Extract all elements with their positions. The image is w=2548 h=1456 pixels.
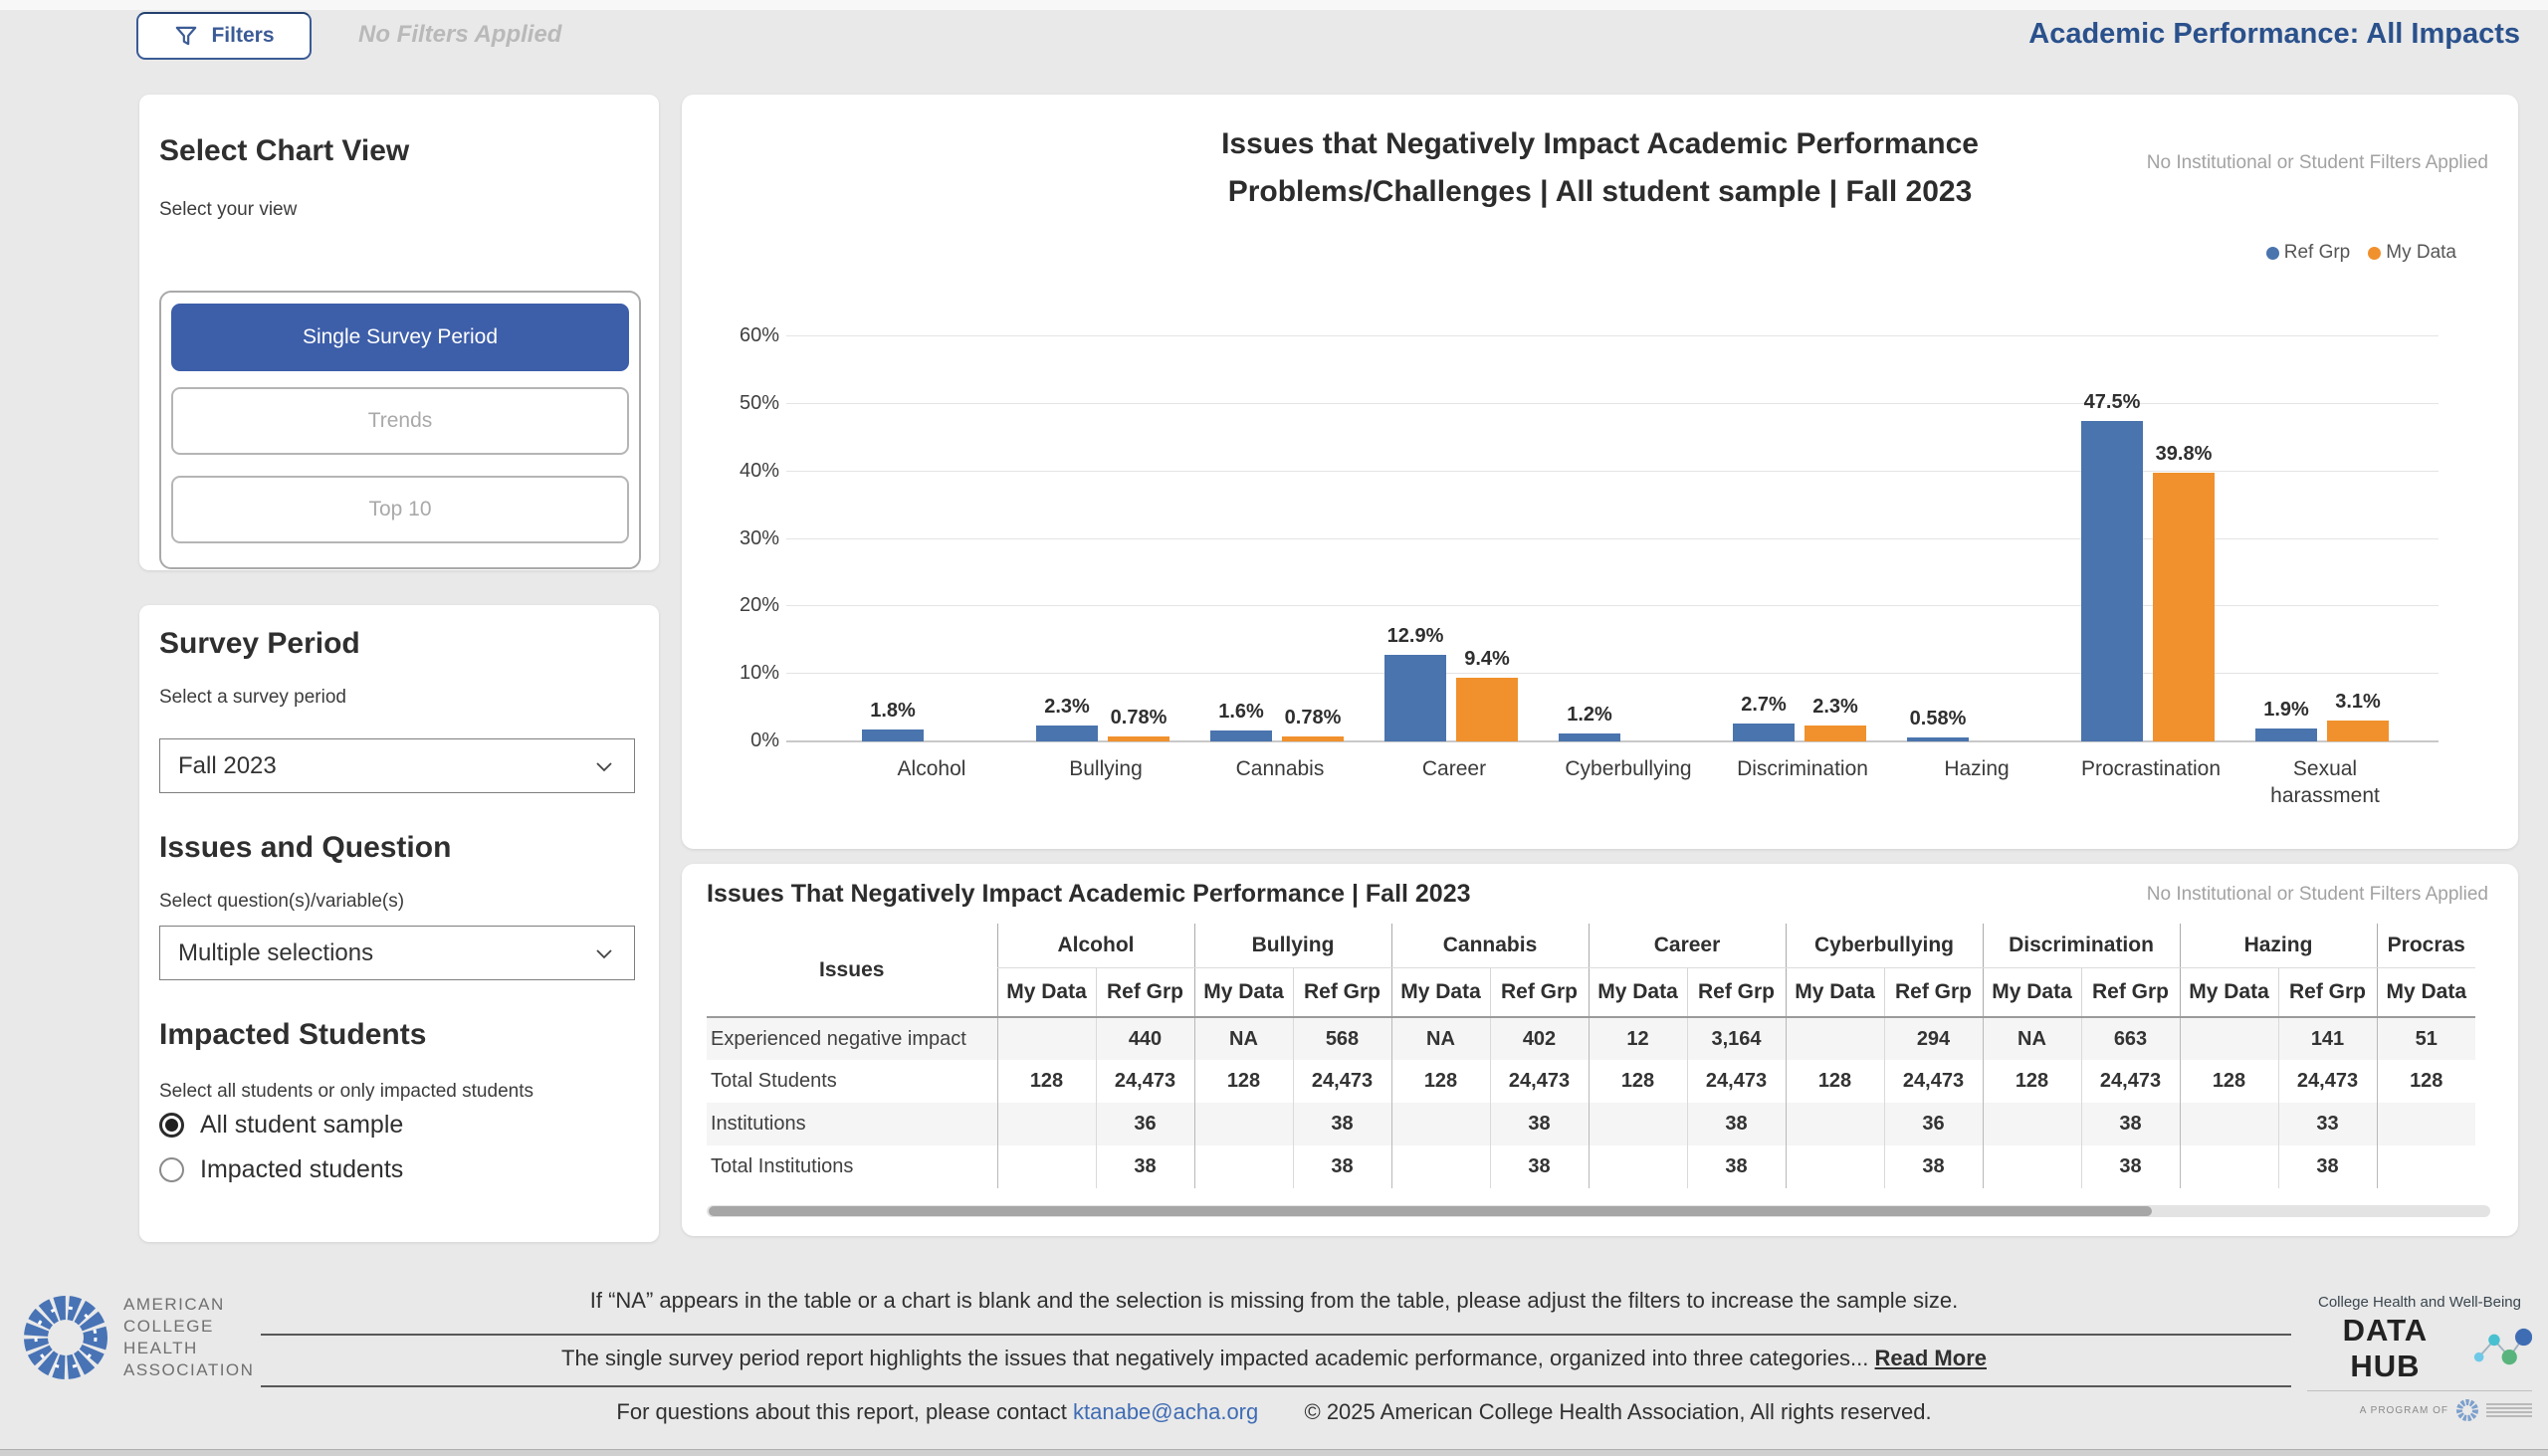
row-label: Experienced negative impact	[711, 1027, 966, 1050]
table-cell: 38	[1687, 1103, 1786, 1145]
table-cell	[1983, 1145, 2081, 1188]
datahub-program	[2307, 1397, 2532, 1423]
table-cell	[1391, 1145, 1490, 1188]
table-filters-note: No Institutional or Student Filters Applied	[2146, 884, 2488, 905]
table-cell	[1786, 1103, 1884, 1145]
table-group-header-bullying: Bullying	[1194, 924, 1391, 967]
bar-refgrp-cyberbullying[interactable]	[1559, 733, 1620, 741]
acha-logo-text-line: ASSOCIATION	[123, 1360, 255, 1380]
survey-period-title: Survey Period	[159, 627, 360, 660]
contact-prefix: For questions about this report, please contact	[616, 1399, 1067, 1424]
chart-view-title: Select Chart View	[159, 134, 410, 167]
table-subheader: Ref Grp	[1293, 967, 1391, 1017]
table-subheader: My Data	[1983, 967, 2081, 1017]
table-group-header-alcohol: Alcohol	[997, 924, 1194, 967]
table-cell: 36	[1096, 1103, 1194, 1145]
acha-mini-icon	[2454, 1397, 2480, 1423]
bar-value-label: 39.8%	[2155, 443, 2213, 466]
datahub-rule	[2307, 1390, 2532, 1391]
legend-label: My Data	[2386, 242, 2456, 263]
footer-contact-line	[0, 1399, 2548, 1425]
table-subheader: My Data	[2180, 967, 2278, 1017]
row-label: Total Students	[711, 1070, 837, 1092]
bar-value-label: 1.8%	[870, 699, 916, 722]
table-row	[707, 1060, 2475, 1103]
table-header-issues: Issues	[707, 924, 997, 1017]
legend-ref-grp[interactable]	[2266, 242, 2351, 264]
table-cell: 38	[2081, 1103, 2180, 1145]
table-subheader: My Data	[997, 967, 1096, 1017]
datahub-tagline: College Health and Well-Being	[2317, 1294, 2521, 1311]
table-cell: 38	[1687, 1145, 1786, 1188]
bar-value-label: 12.9%	[1386, 624, 1444, 647]
table-row	[707, 1145, 2475, 1188]
scrollbar-thumb[interactable]	[709, 1206, 2152, 1216]
x-axis-category-label: Hazing	[1944, 757, 2010, 780]
footer-divider	[261, 1334, 2291, 1336]
chart-view-subtitle: Select your view	[159, 199, 298, 220]
view-button-single-survey-period[interactable]: Single Survey Period	[171, 304, 629, 371]
table-cell: 128	[1983, 1060, 2081, 1103]
table-subheader: Ref Grp	[2278, 967, 2377, 1017]
bar-value-label: 2.3%	[1044, 696, 1090, 719]
table-cell: 24,473	[1490, 1060, 1589, 1103]
ref-grp-dot-icon	[2266, 247, 2279, 260]
y-axis-tick-label: 30%	[739, 526, 779, 549]
table-row	[707, 1017, 2475, 1060]
bar-mydata-bullying[interactable]	[1108, 736, 1169, 741]
table-cell: 38	[1490, 1145, 1589, 1188]
table-subheader: Ref Grp	[1490, 967, 1589, 1017]
issues-question-dropdown[interactable]	[159, 926, 635, 980]
table-cell	[1786, 1017, 1884, 1060]
x-axis-category-label: Cannabis	[1235, 757, 1325, 780]
x-axis-category-label: Procrastination	[2080, 757, 2222, 780]
chevron-down-icon	[592, 941, 616, 965]
acha-logo-text-line: AMERICAN	[123, 1295, 225, 1314]
bottom-strip	[0, 1449, 2548, 1456]
report-summary-text: The single survey period report highlights the issues that negatively impacted academic performance, organized into three categories...	[561, 1346, 1869, 1370]
table-wrap	[707, 924, 2490, 1188]
chevron-down-icon	[592, 754, 616, 778]
table-cell: 38	[1490, 1103, 1589, 1145]
table-cell: 38	[1884, 1145, 1983, 1188]
chart-filters-note: No Institutional or Student Filters Applied	[2146, 152, 2488, 173]
table-cell	[1391, 1103, 1490, 1145]
table-cell: 128	[997, 1060, 1096, 1103]
footer-note-report	[0, 1346, 2548, 1371]
gridline	[786, 335, 2439, 336]
table-title: Issues That Negatively Impact Academic Performance | Fall 2023	[707, 880, 1471, 908]
table-subheader: My Data	[1786, 967, 1884, 1017]
chart-legend	[2266, 242, 2456, 264]
chart-card	[682, 95, 2518, 849]
bar-value-label: 2.7%	[1741, 693, 1787, 716]
table-cell: 128	[2377, 1060, 2475, 1103]
table-cell	[1589, 1103, 1687, 1145]
gridline	[786, 471, 2439, 472]
table-group-header-career: Career	[1589, 924, 1786, 967]
bar-value-label: 2.3%	[1812, 696, 1858, 719]
issues-question-value: Multiple selections	[178, 938, 374, 966]
table-cell: 128	[1786, 1060, 1884, 1103]
table-subheader: Ref Grp	[1687, 967, 1786, 1017]
bar-value-label: 9.4%	[1464, 648, 1510, 671]
bar-mydata-sexual-harassment[interactable]	[2327, 721, 2389, 741]
x-axis-category-label: Alcohol	[897, 757, 966, 780]
horizontal-scrollbar[interactable]	[707, 1205, 2490, 1217]
table-subheader: Ref Grp	[1096, 967, 1194, 1017]
footer-note-na: If “NA” appears in the table or a chart is blank and the selection is missing from the table, please adjust the filters to increase the sample size.	[589, 1288, 1959, 1313]
bar-refgrp-alcohol[interactable]	[862, 729, 924, 741]
y-axis-tick-label: 10%	[739, 662, 779, 685]
bar-value-label: 3.1%	[2335, 690, 2381, 713]
table-cell: 38	[1096, 1145, 1194, 1188]
issues-question-title: Issues and Question	[159, 831, 452, 864]
table-cell: 128	[1589, 1060, 1687, 1103]
bar-value-label: 1.2%	[1567, 703, 1612, 726]
y-axis-tick-label: 60%	[739, 324, 779, 346]
data-table	[707, 924, 2475, 1188]
table-cell	[997, 1103, 1096, 1145]
table-cell	[1589, 1145, 1687, 1188]
my-data-dot-icon	[2368, 247, 2381, 260]
page-title: Academic Performance: All Impacts	[2028, 18, 2520, 50]
table-cell: 440	[1096, 1017, 1194, 1060]
table-cell: 24,473	[2081, 1060, 2180, 1103]
row-label: Institutions	[711, 1113, 806, 1135]
bar-refgrp-hazing[interactable]	[1907, 737, 1969, 741]
table-subheader: My Data	[1589, 967, 1687, 1017]
table-cell: NA	[1194, 1017, 1293, 1060]
table-cell: 38	[2081, 1145, 2180, 1188]
table-cell: 128	[2180, 1060, 2278, 1103]
radio-impacted-students[interactable]	[159, 1155, 403, 1184]
datahub-name: DATA HUB	[2342, 1313, 2429, 1383]
datahub-dots-icon	[2471, 1328, 2532, 1369]
table-cell	[2180, 1145, 2278, 1188]
table-subheader: Ref Grp	[1884, 967, 1983, 1017]
table-card	[682, 864, 2518, 1236]
copyright-text: © 2025 American College Health Association, All rights reserved.	[1304, 1399, 1932, 1424]
y-axis	[702, 324, 779, 751]
table-group-header-cyberbullying: Cyberbullying	[1786, 924, 1983, 967]
y-axis-tick-label: 40%	[739, 459, 779, 482]
table-cell: 128	[1194, 1060, 1293, 1103]
table-cell: 24,473	[1884, 1060, 1983, 1103]
bar-refgrp-cannabis[interactable]	[1210, 730, 1272, 741]
survey-period-dropdown[interactable]	[159, 738, 635, 793]
table-cell	[1786, 1145, 1884, 1188]
table-cell: NA	[1983, 1017, 2081, 1060]
chart-title-line2: Problems/Challenges | All student sample | Fall 2023	[1227, 175, 1973, 208]
table-cell: 24,473	[1096, 1060, 1194, 1103]
radio-all-student-sample[interactable]	[159, 1111, 403, 1140]
table-group-header-procras: Procras	[2377, 924, 2475, 967]
table-cell: 38	[2278, 1145, 2377, 1188]
table-row	[707, 1103, 2475, 1145]
radio-unselected-icon	[159, 1157, 184, 1182]
filters-card	[139, 605, 659, 1242]
table-cell: 141	[2278, 1017, 2377, 1060]
row-label: Total Institutions	[711, 1155, 854, 1177]
acha-logo-text-line: HEALTH	[123, 1339, 198, 1358]
table-group-header-hazing: Hazing	[2180, 924, 2377, 967]
bar-refgrp-discrimination[interactable]	[1733, 724, 1795, 741]
x-axis-category-label: Cyberbullying	[1565, 757, 1692, 780]
radio-selected-icon	[159, 1113, 184, 1138]
x-axis-category-label: Career	[1421, 757, 1487, 780]
table-cell	[1194, 1103, 1293, 1145]
table-cell: 24,473	[1293, 1060, 1391, 1103]
bar-value-label: 47.5%	[2083, 390, 2141, 413]
table-cell: 568	[1293, 1017, 1391, 1060]
footer-divider	[261, 1385, 2291, 1387]
filters-button-label: Filters	[211, 24, 275, 47]
bar-mydata-procrastination[interactable]	[2153, 473, 2215, 741]
mini-logo-text-lines	[2486, 1401, 2532, 1419]
impacted-students-title: Impacted Students	[159, 1018, 427, 1051]
table-cell	[2180, 1017, 2278, 1060]
radio-label: Impacted students	[200, 1155, 404, 1183]
bar-chart-plot	[786, 336, 2439, 741]
table-group-header-cannabis: Cannabis	[1391, 924, 1589, 967]
table-cell: 51	[2377, 1017, 2475, 1060]
bar-mydata-cannabis[interactable]	[1282, 736, 1344, 741]
bar-refgrp-procrastination[interactable]	[2081, 421, 2143, 741]
bar-mydata-career[interactable]	[1456, 678, 1518, 741]
table-cell	[2377, 1103, 2475, 1145]
issues-question-subtitle: Select question(s)/variable(s)	[159, 891, 405, 912]
chart-view-card	[139, 95, 659, 570]
table-cell: 33	[2278, 1103, 2377, 1145]
x-axis-category-label: Discrimination	[1737, 757, 1868, 780]
table-cell: NA	[1391, 1017, 1490, 1060]
funnel-icon	[173, 23, 199, 49]
survey-period-value: Fall 2023	[178, 751, 277, 779]
table-cell: 402	[1490, 1017, 1589, 1060]
y-axis-tick-label: 0%	[750, 729, 779, 751]
table-cell: 3,164	[1687, 1017, 1786, 1060]
datahub-logo	[2307, 1294, 2532, 1423]
table-cell: 38	[1293, 1103, 1391, 1145]
table-cell: 24,473	[1687, 1060, 1786, 1103]
program-of-text: A PROGRAM OF	[2359, 1404, 2448, 1416]
table-subheader: My Data	[1391, 967, 1490, 1017]
acha-logo-text-line: COLLEGE	[123, 1317, 214, 1337]
table-cell	[997, 1145, 1096, 1188]
view-button-trends[interactable]: Trends	[171, 387, 629, 455]
contact-email-link[interactable]: ktanabe@acha.org	[1073, 1399, 1259, 1424]
table-cell: 38	[1293, 1145, 1391, 1188]
table-cell: 36	[1884, 1103, 1983, 1145]
legend-my-data[interactable]	[2368, 242, 2456, 264]
chart-title-line1: Issues that Negatively Impact Academic Performance	[1221, 127, 1979, 160]
legend-label: Ref Grp	[2283, 242, 2351, 263]
table-cell: 12	[1589, 1017, 1687, 1060]
table-subheader: My Data	[1194, 967, 1293, 1017]
filters-status-text: No Filters Applied	[358, 21, 562, 48]
bar-mydata-discrimination[interactable]	[1805, 726, 1866, 741]
table-cell: 24,473	[2278, 1060, 2377, 1103]
x-axis-category-label: Sexual harassment	[2270, 757, 2380, 808]
y-axis-tick-label: 20%	[739, 594, 779, 617]
table-cell	[1194, 1145, 1293, 1188]
table-subheader: My Data	[2377, 967, 2475, 1017]
bar-value-label: 0.78%	[1284, 706, 1342, 728]
survey-period-subtitle: Select a survey period	[159, 687, 346, 708]
read-more-link[interactable]: Read More	[1874, 1346, 1987, 1370]
bar-value-label: 1.9%	[2263, 699, 2309, 722]
x-axis-category-label: Bullying	[1069, 757, 1143, 780]
table-cell	[997, 1017, 1096, 1060]
table-cell: 294	[1884, 1017, 1983, 1060]
view-button-top-10[interactable]: Top 10	[171, 476, 629, 543]
table-cell	[2377, 1145, 2475, 1188]
table-cell: 663	[2081, 1017, 2180, 1060]
table-group-header-discrimination: Discrimination	[1983, 924, 2180, 967]
table-subheader: Ref Grp	[2081, 967, 2180, 1017]
filters-button[interactable]	[136, 12, 312, 60]
gridline	[786, 403, 2439, 404]
bar-value-label: 1.6%	[1218, 701, 1264, 724]
table-cell	[1983, 1103, 2081, 1145]
top-strip	[0, 0, 2548, 10]
y-axis-tick-label: 50%	[739, 391, 779, 414]
table-cell: 128	[1391, 1060, 1490, 1103]
bar-value-label: 0.78%	[1110, 706, 1168, 728]
bar-refgrp-sexual-harassment[interactable]	[2255, 728, 2317, 741]
bar-value-label: 0.58%	[1909, 708, 1967, 730]
table-cell	[2180, 1103, 2278, 1145]
impacted-students-subtitle: Select all students or only impacted students	[159, 1081, 533, 1102]
radio-label: All student sample	[200, 1111, 404, 1139]
